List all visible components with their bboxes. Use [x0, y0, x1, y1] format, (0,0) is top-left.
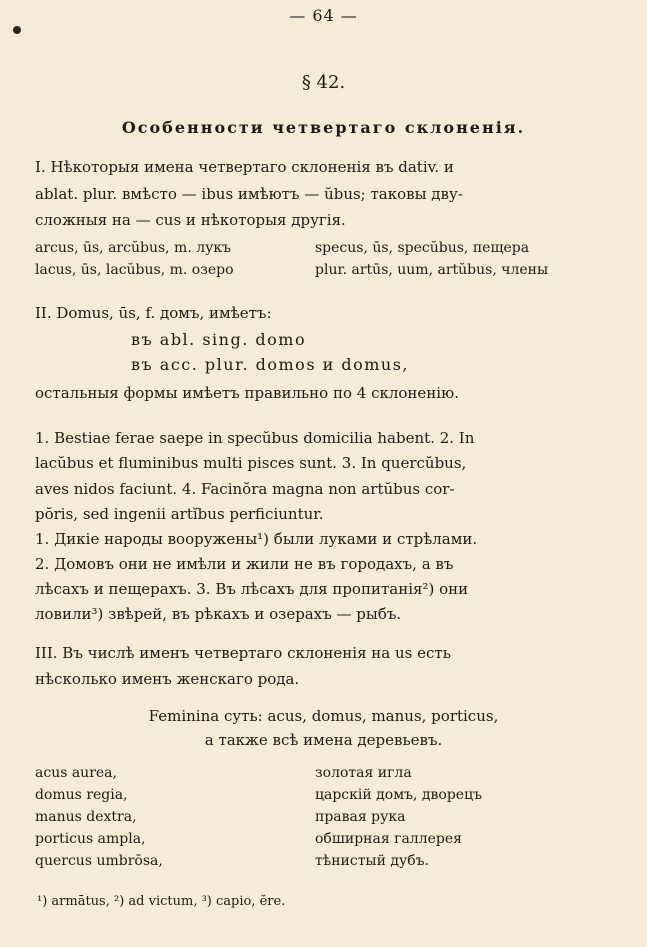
part2-abl: въ abl. sing. domo — [131, 330, 307, 349]
feminina-example-latin: manus dextra, — [35, 809, 137, 825]
feminina-example-russian: царскій домъ, дворецъ — [315, 787, 482, 803]
part1-line: I. Нѣкоторыя имена четвертаго склоненія въ dativ. и — [35, 158, 454, 176]
part3-line: III. Въ числѣ именъ четвертаго склоненія на us есть — [35, 644, 451, 662]
exercise-russian-line: ловили³) звѣрей, въ рѣкахъ и озерахъ — рыбъ. — [35, 605, 402, 623]
exercise-russian-line: 1. Дикіе народы вооружены¹) были луками и стрѣлами. — [35, 530, 478, 548]
part2-heading: II. Domus, ūs, f. домъ, имѣетъ: — [35, 304, 272, 322]
footnote: ¹) armātus, ²) ad victum, ³) capio, ĕre. — [37, 894, 286, 909]
exercise-latin-line: lacŭbus et fluminibus multi pisces sunt. 3. In quercŭbus, — [35, 454, 467, 472]
feminina-example-latin: quercus umbrōsa, — [35, 853, 163, 869]
feminina-example-russian: золотая игла — [315, 765, 412, 781]
exercise-russian-line: 2. Домовъ они не имѣли и жили не въ городахъ, а въ — [35, 555, 454, 573]
exercise-latin-line: 1. Bestiae ferae saepe in specŭbus domicilia habent. 2. In — [35, 429, 475, 447]
feminina-line-2: а также всѣ имена деревьевъ. — [204, 731, 443, 749]
example-left: arcus, ūs, arcŭbus, m. лукъ — [35, 240, 232, 256]
ink-spot — [13, 26, 21, 34]
feminina-example-russian: обширная галлерея — [315, 831, 462, 847]
exercise-latin-line: pŏris, sed ingenii artĭbus perficiuntur. — [35, 505, 324, 523]
example-right: specus, ūs, specŭbus, пещера — [315, 240, 530, 256]
exercise-russian-line: лѣсахъ и пещерахъ. 3. Въ лѣсахъ для пропитанія²) они — [35, 580, 469, 598]
part2-rest: остальныя формы имѣетъ правильно по 4 склоненію. — [35, 384, 459, 402]
exercise-latin-line: aves nidos faciunt. 4. Facinŏra magna non artŭbus cor- — [35, 480, 455, 498]
part1-line: ablat. plur. вмѣсто — ibus имѣютъ — ŭbus; таковы дву- — [35, 185, 463, 203]
page-number: — 64 — — [289, 6, 358, 25]
feminina-example-latin: acus aurea, — [35, 765, 117, 781]
example-left: lacus, ūs, lacŭbus, m. озеро — [35, 262, 234, 278]
section-number: § 42. — [301, 72, 346, 93]
part2-acc: въ acc. plur. domos и domus, — [131, 355, 410, 374]
example-right: plur. artūs, uum, artŭbus, члены — [315, 262, 549, 278]
feminina-line: Feminina суть: acus, domus, manus, porticus, — [148, 707, 499, 725]
feminina-example-russian: тѣнистый дубъ. — [315, 853, 430, 869]
section-title: Особенности четвертаго склоненія. — [121, 118, 526, 137]
part1-line: сложныя на — cus и нѣкоторыя другія. — [35, 211, 346, 229]
part3-line: нѣсколько именъ женскаго рода. — [35, 670, 300, 688]
feminina-example-latin: domus regia, — [35, 787, 128, 803]
feminina-example-russian: правая рука — [315, 809, 406, 825]
feminina-example-latin: porticus ampla, — [35, 831, 146, 847]
